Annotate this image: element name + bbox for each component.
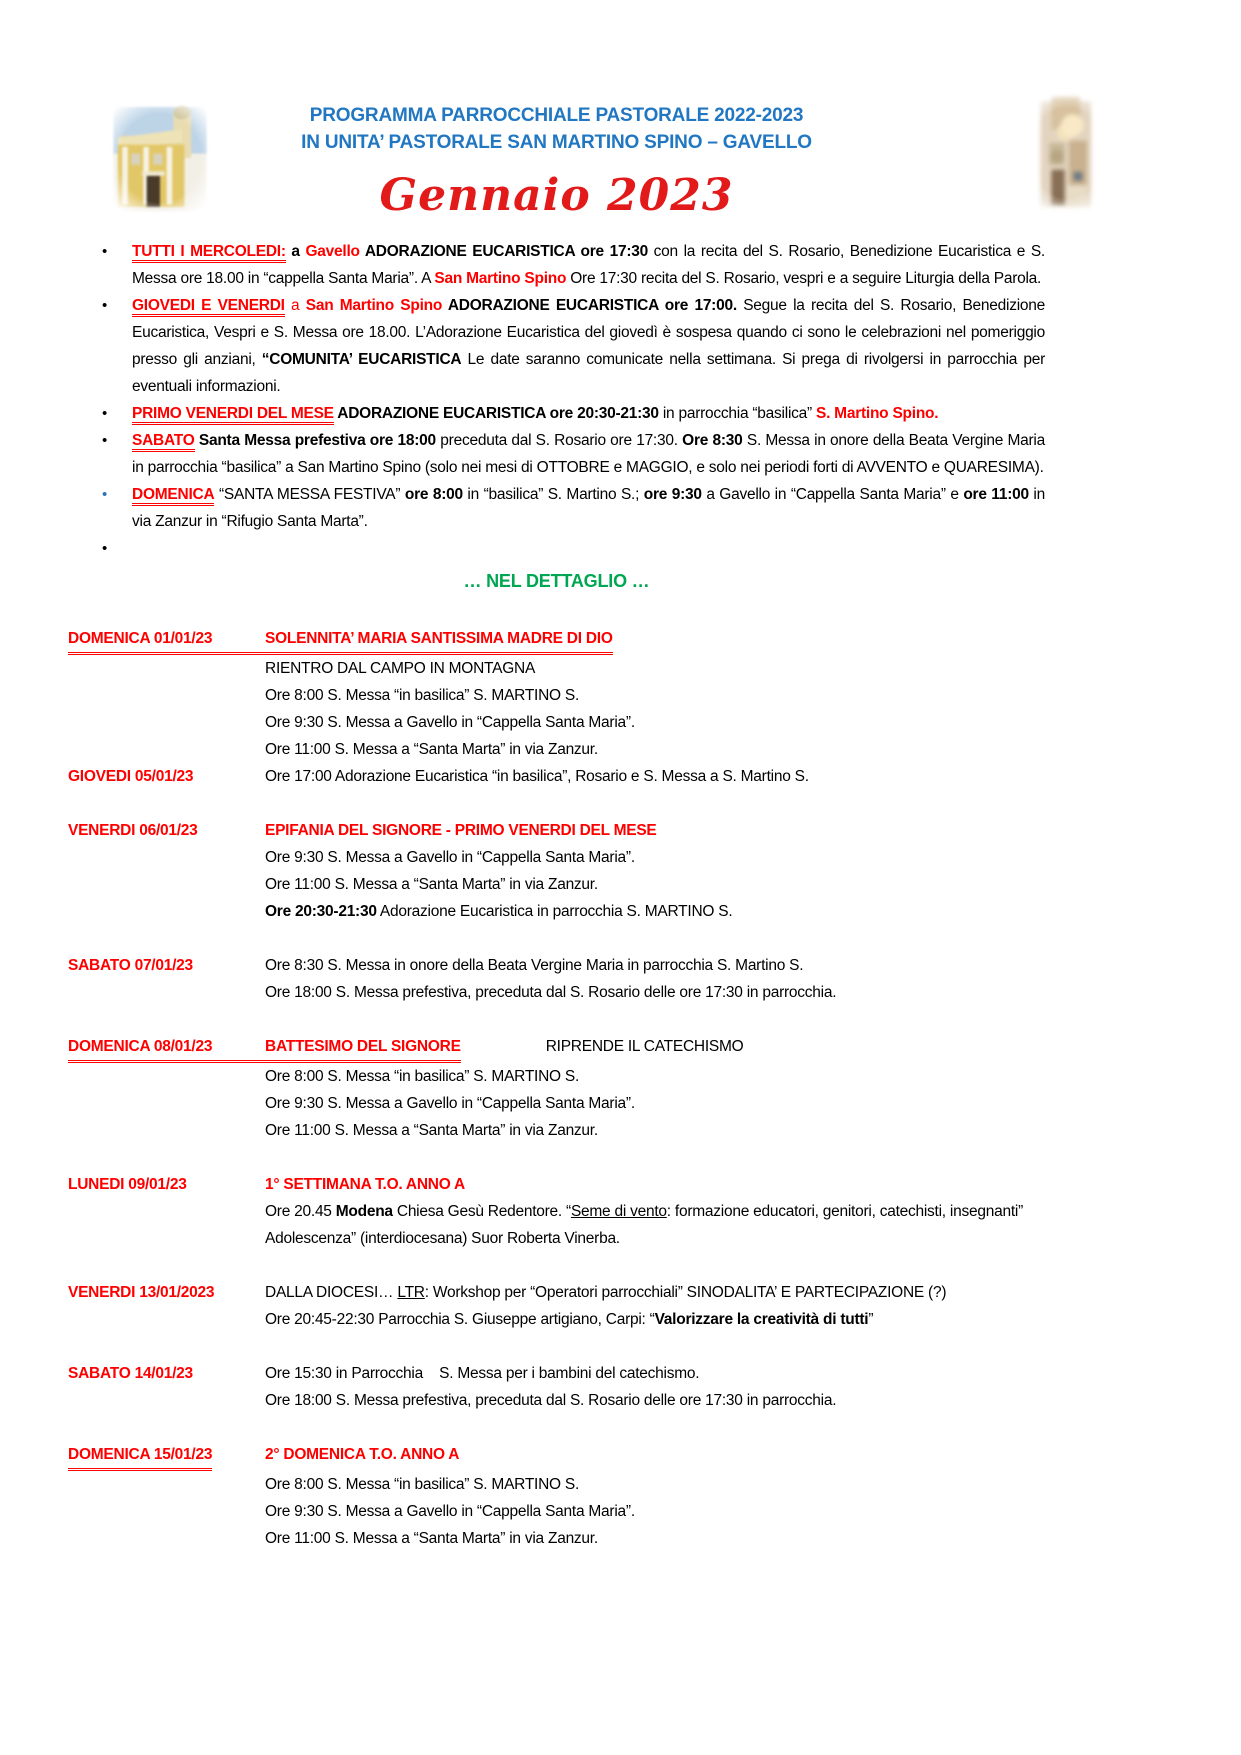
schedule-line [265,1471,1045,1498]
schedule-title [265,817,657,844]
schedule-line [265,1198,1045,1252]
schedule-row [68,625,1045,763]
schedule-title [265,1441,459,1468]
bullet-text [132,400,1045,427]
text-segment: S. Martino Spino. [815,405,939,422]
bullet-text [132,292,1045,400]
text-segment: Ore 11:00 S. Messa a “Santa Marta” in via Zanzur. [265,1530,598,1547]
schedule-title [265,1279,946,1306]
text-segment: Ore 17:00 Adorazione Eucaristica “in basilica”, Rosario e S. Messa a S. Martino S. [265,768,809,785]
schedule-date: DOMENICA 08/01/23 [68,1038,213,1055]
bullet-marker-icon: • [102,540,108,557]
schedule-line [265,1117,1045,1144]
schedule-row-headline [68,1441,1045,1471]
schedule-date: LUNEDI 09/01/23 [68,1176,187,1193]
schedule-title [265,1360,699,1387]
text-segment: 1° SETTIMANA T.O. ANNO A [265,1176,465,1193]
text-segment: ore 9:30 [643,486,702,503]
text-segment: Ore 8:00 S. Messa “in basilica” S. MARTINO S. [265,1476,580,1493]
text-segment: in “basilica” S. Martino S.; [462,486,644,503]
schedule-row [68,1360,1045,1414]
text-segment: in parrocchia “basilica” [658,405,816,422]
bullet-item [68,427,1045,481]
schedule-row-headline [68,1360,1045,1387]
schedule-line [265,1063,1045,1090]
schedule-line [265,844,1045,871]
schedule-row-headline [68,1171,1045,1198]
schedule-row [68,1279,1045,1333]
text-segment: Ore 20.45 [265,1203,336,1220]
bullet-item [68,238,1045,292]
schedule-date: SABATO 07/01/23 [68,957,193,974]
schedule-row [68,952,1045,1006]
text-segment: Ore 9:30 S. Messa a Gavello in “Cappella Santa Maria”. [265,1503,635,1520]
schedule-line [265,1387,1045,1414]
schedule-date: GIOVEDI 05/01/23 [68,768,194,785]
schedule-title-note: RIPRENDE IL CATECHISMO [545,1038,744,1055]
schedule-title [265,952,803,979]
schedule-line [265,898,1045,925]
schedule-line [265,736,1045,763]
schedule-row [68,1441,1045,1552]
text-segment: ADORAZIONE EUCARISTICA ore 17:00. [442,297,737,314]
schedule-row [68,1033,1045,1144]
text-segment: TUTTI I MERCOLEDI: [132,243,286,263]
text-segment: DALLA DIOCESI… [265,1284,398,1301]
text-segment: Segue la recita del S. Rosario, Benedizione Eucaristica, Vespri e S. Messa ore 18.00. L’Adorazione Eucaristica del giovedì è sospesa quando ci sono le celebrazioni nel pomeriggio presso gli anziani, [132,297,1046,368]
schedule-line [265,709,1045,736]
bullet-marker-icon: • [102,243,108,260]
text-segment: Ore 11:00 S. Messa a “Santa Marta” in via Zanzur. [265,741,598,758]
underlined-headline [68,625,613,655]
header-title-line1: PROGRAMMA PARROCCHIALE PASTORALE 2022-2023 [309,105,804,126]
schedule-line [265,871,1045,898]
text-segment: Valorizzare la creatività di tutti [654,1311,869,1328]
text-segment: Ore 9:30 S. Messa a Gavello in “Cappella Santa Maria”. [265,714,635,731]
schedule-row-headline [68,1033,1045,1063]
schedule-title [265,1033,461,1060]
schedule-line [265,1498,1045,1525]
schedule-row-headline [68,625,1045,655]
schedule-date: SABATO 14/01/23 [68,1365,193,1382]
schedule-title [265,625,613,652]
underlined-date-wrap [68,1441,265,1471]
bullet-marker-icon: • [102,405,108,422]
text-segment: BATTESIMO DEL SIGNORE [265,1038,461,1055]
document-header [68,0,1045,156]
schedule-date: DOMENICA 01/01/23 [68,630,213,647]
text-segment: San Martino Spino [305,297,443,314]
text-segment: con la recita del S. Rosario, Benedizione Eucaristica e S. Messa ore 18.00 in “cappella Santa Maria”. A [132,243,1045,287]
bullet-text [132,427,1045,481]
text-segment: a [285,243,306,260]
schedule-rows [68,625,1045,1552]
schedule-row-headline [68,952,1045,979]
bullet-marker-icon: • [102,432,108,449]
text-segment: EPIFANIA DEL SIGNORE - PRIMO VENERDI DEL MESE [265,822,657,839]
schedule-line [265,1306,1045,1333]
text-segment: Adorazione Eucaristica in parrocchia S. MARTINO S. [376,903,733,920]
text-segment: Ore 11:00 S. Messa a “Santa Marta” in via Zanzur. [265,876,598,893]
schedule-line [265,655,1045,682]
text-segment: Le date saranno comunicate nella settimana. Si prega di rivolgersi in parrocchia per eventuali informazioni. [132,351,1046,395]
text-segment: S. Messa in onore della Beata Vergine Maria in parrocchia “basilica” a San Martino Spino (solo nei mesi di OTTOBRE e MAGGIO, e solo nei periodi forti di AVVENTO e QUARESIMA). [132,432,1045,476]
text-segment: “COMUNITA’ EUCARISTICA [261,351,462,368]
text-segment: Ore 18:00 S. Messa prefestiva, preceduta dal S. Rosario delle ore 17:30 in parrocchia. [265,1392,837,1409]
text-segment: LTR [397,1284,425,1301]
schedule-row-headline [68,817,1045,844]
text-segment: Ore 18:00 S. Messa prefestiva, preceduta dal S. Rosario delle ore 17:30 in parrocchia. [265,984,837,1001]
text-segment: Ore 17:30 recita del S. Rosario, vespri e a seguire Liturgia della Parola. [566,270,1042,287]
schedule-row [68,1171,1045,1252]
month-title: Gennaio 2023 [379,170,734,221]
text-segment: SOLENNITA’ MARIA SANTISSIMA MADRE DI DIO [265,630,613,647]
bullet-item [68,481,1045,535]
text-segment: ore 8:00 [404,486,463,503]
text-segment: in via Zanzur in “Rifugio Santa Marta”. [132,486,1045,530]
schedule-title [265,763,809,790]
text-segment: Ore 8:00 S. Messa “in basilica” S. MARTINO S. [265,1068,580,1085]
bullet-text [132,481,1045,535]
text-segment: DOMENICA [132,486,214,506]
text-segment: RIENTRO DAL CAMPO IN MONTAGNA [265,660,536,677]
schedule-line [265,682,1045,709]
header-title-line2: IN UNITA’ PASTORALE SAN MARTINO SPINO – GAVELLO [301,132,812,153]
text-segment: Ore 8:00 S. Messa “in basilica” S. MARTINO S. [265,687,580,704]
text-segment: Ore 8:30 S. Messa in onore della Beata Vergine Maria in parrocchia S. Martino S. [265,957,804,974]
bullet-text [132,238,1045,292]
bullet-item [68,292,1045,400]
text-segment: PRIMO VENERDI DEL MESE [132,405,334,425]
bullet-marker-icon: • [102,486,108,503]
bullet-marker-icon: • [102,297,108,314]
underlined-headline [68,1033,461,1063]
text-segment: SABATO [132,432,195,452]
schedule-row-headline [68,763,1045,790]
bullet-item [68,535,1045,562]
schedule-line [265,979,1045,1006]
schedule-row-headline [68,1279,1045,1306]
schedule-line [265,1090,1045,1117]
text-segment: Ore 11:00 S. Messa a “Santa Marta” in via Zanzur. [265,1122,598,1139]
text-segment: Ore 8:30 [682,432,743,449]
text-segment: “SANTA MESSA FESTIVA” [214,486,405,503]
text-segment: GIOVEDI E VENERDI [132,297,285,317]
text-segment: ” [868,1311,874,1328]
text-segment: 2° DOMENICA T.O. ANNO A [265,1446,460,1463]
schedule-date: DOMENICA 15/01/23 [68,1441,212,1471]
text-segment: a Gavello in “Cappella Santa Maria” e [701,486,964,503]
schedule-row [68,763,1045,790]
schedule-date: VENERDI 06/01/23 [68,822,198,839]
text-segment: Seme di vento [570,1203,667,1220]
text-segment: ore 11:00 [963,486,1029,503]
text-segment: Santa Messa prefestiva ore 18:00 [194,432,436,449]
text-segment: a [284,297,306,314]
text-segment: Modena [335,1203,393,1220]
text-segment: ADORAZIONE EUCARISTICA ore 20:30-21:30 [333,405,659,422]
text-segment: Gavello [305,243,360,260]
text-segment: Ore 15:30 in Parrocchia S. Messa per i bambini del catechismo. [265,1365,700,1382]
text-segment: Ore 9:30 S. Messa a Gavello in “Cappella Santa Maria”. [265,849,635,866]
text-segment: preceduta dal S. Rosario ore 17:30. [435,432,683,449]
text-segment: Ore 20:45-22:30 Parrocchia S. Giuseppe artigiano, Carpi: “ [265,1311,655,1328]
schedule-row [68,817,1045,925]
bullet-item [68,400,1045,427]
bullet-list [68,238,1045,562]
text-segment: Chiesa Gesù Redentore. “ [392,1203,571,1220]
schedule-date: VENERDI 13/01/2023 [68,1284,215,1301]
text-segment: : Workshop per “Operatori parrocchiali” SINODALITA’ E PARTECIPAZIONE (?) [424,1284,947,1301]
text-segment: : formazione educatori, genitori, catechisti, insegnanti” Adolescenza” (interdiocesana) Suor Roberta Vinerba. [265,1203,1024,1247]
detail-section-heading: … NEL DETTAGLIO … [463,571,650,591]
text-segment: Ore 9:30 S. Messa a Gavello in “Cappella Santa Maria”. [265,1095,635,1112]
bullet-text [132,535,1045,562]
schedule-line [265,1525,1045,1552]
schedule-title [265,1171,465,1198]
text-segment: San Martino Spino [434,270,567,287]
text-segment: ADORAZIONE EUCARISTICA ore 17:30 [359,243,648,260]
text-segment: Ore 20:30-21:30 [265,903,377,920]
